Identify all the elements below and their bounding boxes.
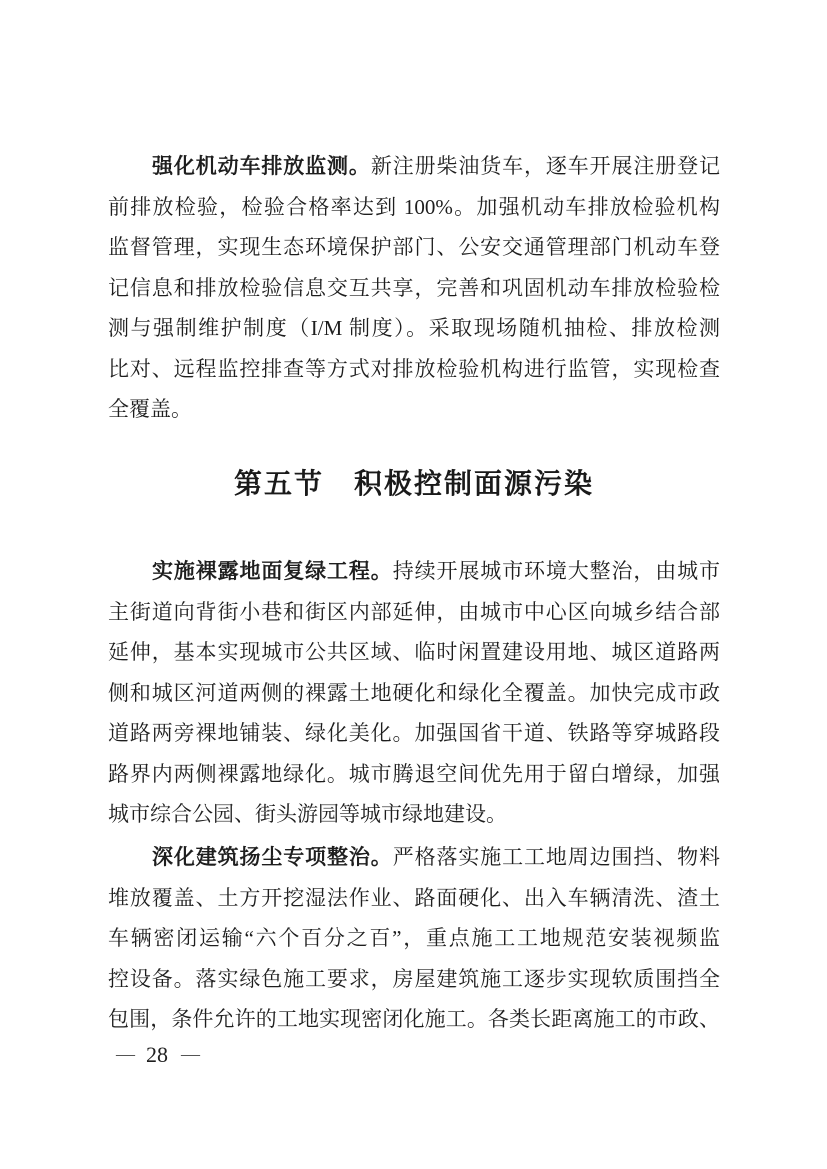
paragraph-lead: 强化机动车排放监测。 [152, 154, 371, 178]
paragraph-lead: 深化建筑扬尘专项整治。 [152, 845, 393, 869]
page-number: 28 [146, 1042, 168, 1067]
paragraph [108, 551, 720, 835]
page-footer [116, 1040, 198, 1070]
text-line: 测与强制维护制度（I/M 制度）。采取现场随机抽检、排放检测 [108, 316, 720, 340]
text-line: 实施裸露地面复绿工程。持续开展城市环境大整治，由城市 [152, 559, 721, 583]
footer-dash-right: — [181, 1044, 198, 1065]
text-line: 全覆盖。 [108, 397, 192, 421]
text-line: 比对、远程监控排查等方式对排放检验机构进行监管，实现检查 [108, 356, 720, 381]
footer-dash-left: — [116, 1044, 133, 1065]
text-line: 控设备。落实绿色施工要求，房屋建筑施工逐步实现软质围挡全 [108, 966, 720, 991]
text-line: 延伸，基本实现城市公共区域、临时闲置建设用地、城区道路两 [108, 640, 720, 664]
text-line: 路界内两侧裸露地绿化。城市腾退空间优先用于留白增绿，加强 [108, 761, 720, 786]
text-line: 强化机动车排放监测。新注册柴油货车，逐车开展注册登记 [152, 154, 721, 178]
text-line: 主街道向背街小巷和街区内部延伸，由城市中心区向城乡结合部 [108, 599, 720, 624]
paragraph [108, 837, 720, 1040]
text-line: 记信息和排放检验信息交互共享，完善和巩固机动车排放检验检 [108, 275, 720, 300]
section-heading: 第五节 积极控制面源污染 [233, 469, 594, 500]
text-line: 侧和城区河道两侧的裸露土地硬化和绿化全覆盖。加快完成市政 [108, 680, 720, 705]
paragraph-lead: 实施裸露地面复绿工程。 [152, 559, 393, 583]
paragraph [108, 146, 720, 430]
text-line: 车辆密闭运输“六个百分之百”，重点施工工地规范安装视频监 [108, 926, 720, 950]
text-line: 堆放覆盖、土方开挖湿法作业、路面硬化、出入车辆清洗、渣土 [108, 885, 720, 910]
text-line: 城市综合公园、街头游园等城市绿地建设。 [108, 802, 507, 826]
text-line: 前排放检验，检验合格率达到 100%。加强机动车排放检验机构 [108, 194, 720, 219]
text-line: 监督管理，实现生态环境保护部门、公安交通管理部门机动车登 [108, 235, 720, 259]
text-line: 深化建筑扬尘专项整治。严格落实施工工地周边围挡、物料 [152, 845, 721, 869]
text-line: 包围，条件允许的工地实现密闭化施工。各类长距离施工的市政、 [108, 1007, 720, 1031]
text-line: 道路两旁裸地铺装、绿化美化。加强国省干道、铁路等穿城路段 [108, 721, 720, 745]
